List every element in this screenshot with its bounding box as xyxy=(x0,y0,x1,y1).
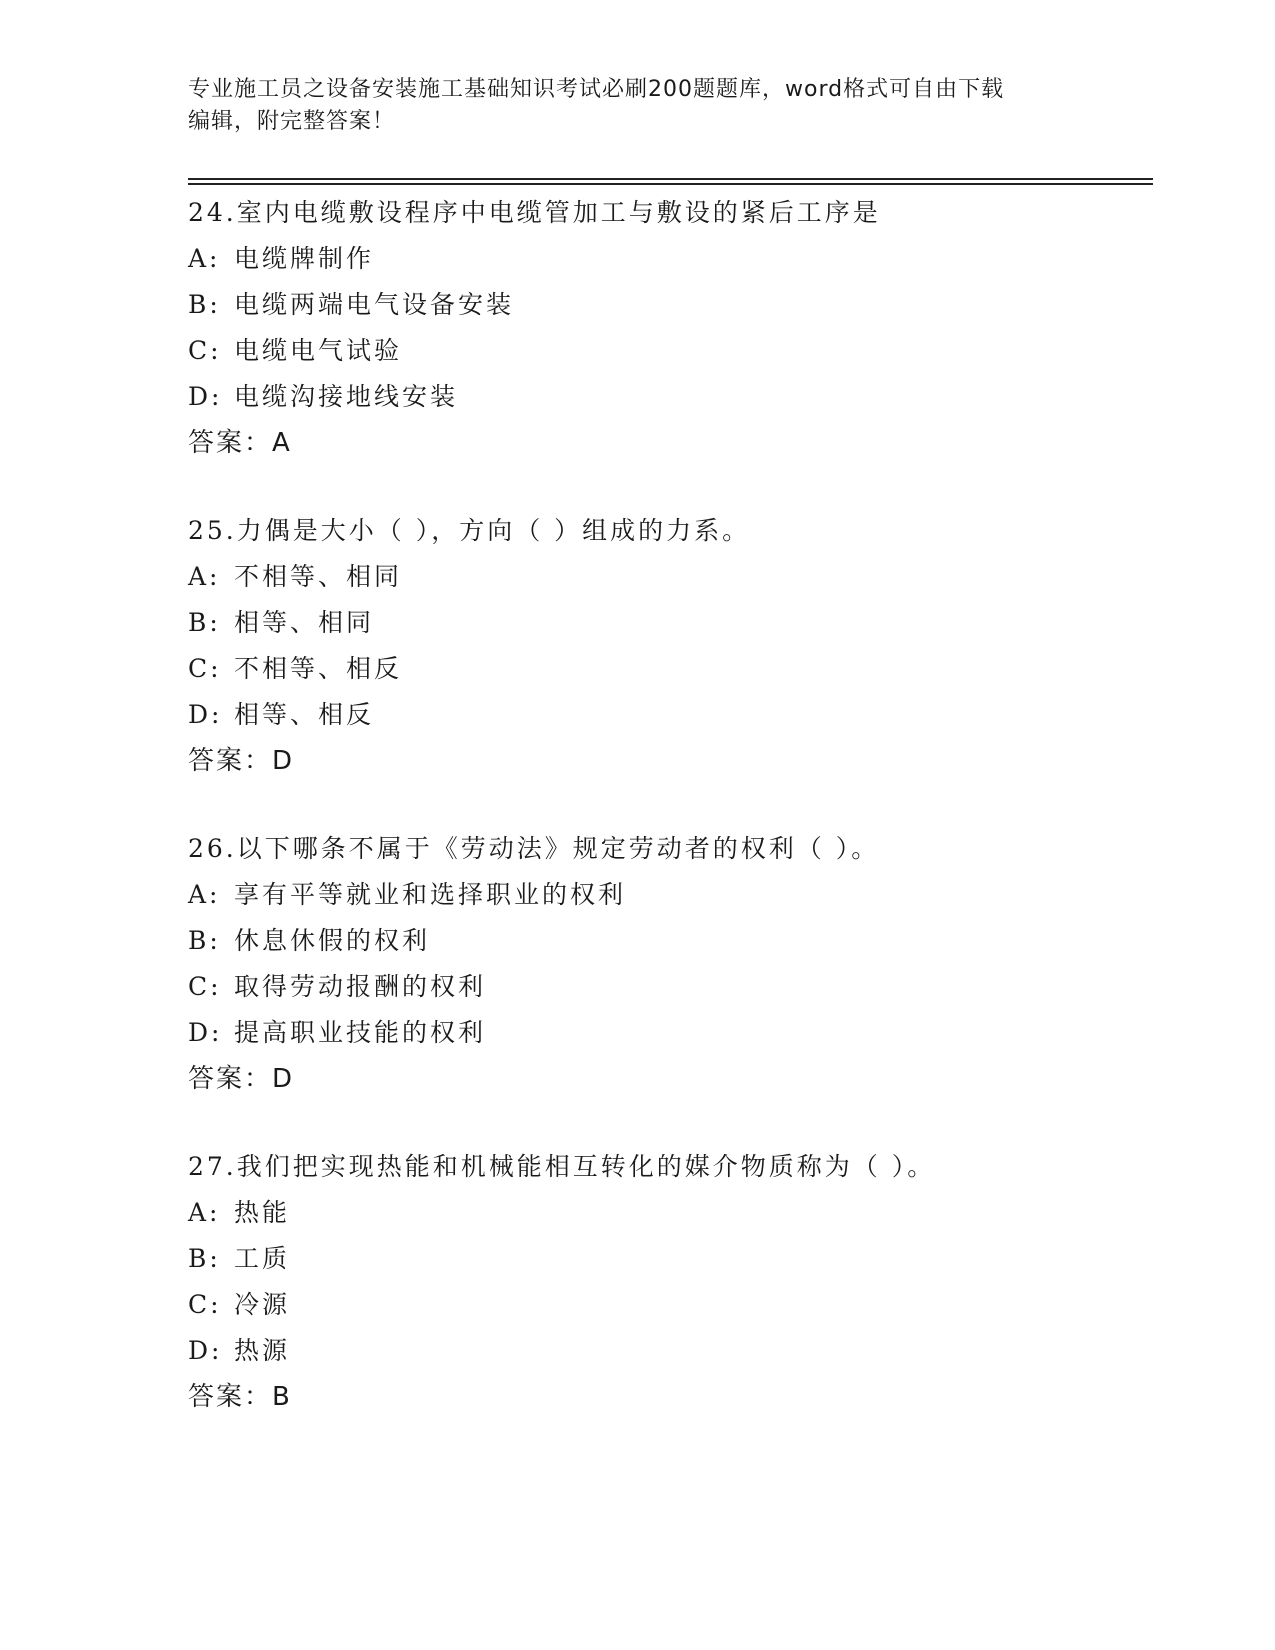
option-letter: D: xyxy=(188,700,223,729)
answer-line xyxy=(188,420,1148,466)
answer-line xyxy=(188,1056,1148,1102)
option-a xyxy=(188,1190,1148,1236)
option-b xyxy=(188,1236,1148,1282)
option-text: 冷源 xyxy=(234,1290,291,1319)
option-text: 休息休假的权利 xyxy=(234,926,431,955)
question-26 xyxy=(188,826,1148,1102)
question-stem: 26.以下哪条不属于《劳动法》规定劳动者的权利（ ）。 xyxy=(188,834,880,863)
question-25 xyxy=(188,508,1148,784)
question-24 xyxy=(188,190,1148,466)
option-d xyxy=(188,374,1148,420)
answer-label: 答案： xyxy=(188,1064,273,1094)
option-text: 工质 xyxy=(234,1244,291,1273)
option-letter: A: xyxy=(188,1198,221,1227)
option-text: 相等、相同 xyxy=(234,608,375,637)
option-b xyxy=(188,600,1148,646)
option-text: 相等、相反 xyxy=(234,700,375,729)
option-text: 热能 xyxy=(234,1198,291,1227)
option-a xyxy=(188,872,1148,918)
option-letter: C: xyxy=(188,972,222,1001)
option-text: 电缆电气试验 xyxy=(234,336,403,365)
option-letter: C: xyxy=(188,654,222,683)
option-letter: A: xyxy=(188,244,221,273)
option-c xyxy=(188,328,1148,374)
question-stem: 24.室内电缆敷设程序中电缆管加工与敷设的紧后工序是 xyxy=(188,198,881,227)
option-letter: B: xyxy=(188,1244,221,1273)
option-c xyxy=(188,964,1148,1010)
question-list xyxy=(188,190,1148,1462)
answer-label: 答案： xyxy=(188,1382,273,1412)
answer-line xyxy=(188,738,1148,784)
option-letter: D: xyxy=(188,382,223,411)
document-header xyxy=(188,74,1068,138)
option-letter: B: xyxy=(188,608,221,637)
option-a xyxy=(188,236,1148,282)
question-stem: 25.力偶是大小（ ），方向（ ）组成的力系。 xyxy=(188,516,751,545)
header-divider-top xyxy=(188,178,1153,180)
question-27 xyxy=(188,1144,1148,1420)
option-letter: A: xyxy=(188,880,221,909)
header-line-2: 编辑，附完整答案！ xyxy=(188,109,396,134)
option-letter: C: xyxy=(188,336,222,365)
answer-label: 答案： xyxy=(188,428,273,458)
answer-value: D xyxy=(272,746,295,776)
option-b xyxy=(188,282,1148,328)
header-divider-bottom xyxy=(188,183,1153,185)
option-text: 电缆牌制作 xyxy=(234,244,375,273)
option-d xyxy=(188,692,1148,738)
answer-value: B xyxy=(272,1382,292,1412)
option-letter: B: xyxy=(188,926,221,955)
question-stem: 27.我们把实现热能和机械能相互转化的媒介物质称为（ ）。 xyxy=(188,1152,936,1181)
option-letter: D: xyxy=(188,1336,223,1365)
option-b xyxy=(188,918,1148,964)
option-text: 取得劳动报酬的权利 xyxy=(234,972,487,1001)
answer-line xyxy=(188,1374,1148,1420)
option-letter: D: xyxy=(188,1018,223,1047)
option-text: 电缆沟接地线安装 xyxy=(234,382,459,411)
option-text: 不相等、相同 xyxy=(234,562,403,591)
option-c xyxy=(188,1282,1148,1328)
option-text: 提高职业技能的权利 xyxy=(234,1018,487,1047)
option-text: 热源 xyxy=(234,1336,291,1365)
option-c xyxy=(188,646,1148,692)
option-text: 不相等、相反 xyxy=(234,654,403,683)
option-letter: B: xyxy=(188,290,221,319)
option-a xyxy=(188,554,1148,600)
option-text: 享有平等就业和选择职业的权利 xyxy=(234,880,627,909)
answer-value: D xyxy=(272,1064,295,1094)
option-d xyxy=(188,1010,1148,1056)
option-d xyxy=(188,1328,1148,1374)
answer-label: 答案： xyxy=(188,746,273,776)
answer-value: A xyxy=(272,428,292,458)
option-text: 电缆两端电气设备安装 xyxy=(234,290,515,319)
header-line-1: 专业施工员之设备安装施工基础知识考试必刷200题题库，word格式可自由下载 xyxy=(188,77,1005,102)
option-letter: C: xyxy=(188,1290,222,1319)
option-letter: A: xyxy=(188,562,221,591)
